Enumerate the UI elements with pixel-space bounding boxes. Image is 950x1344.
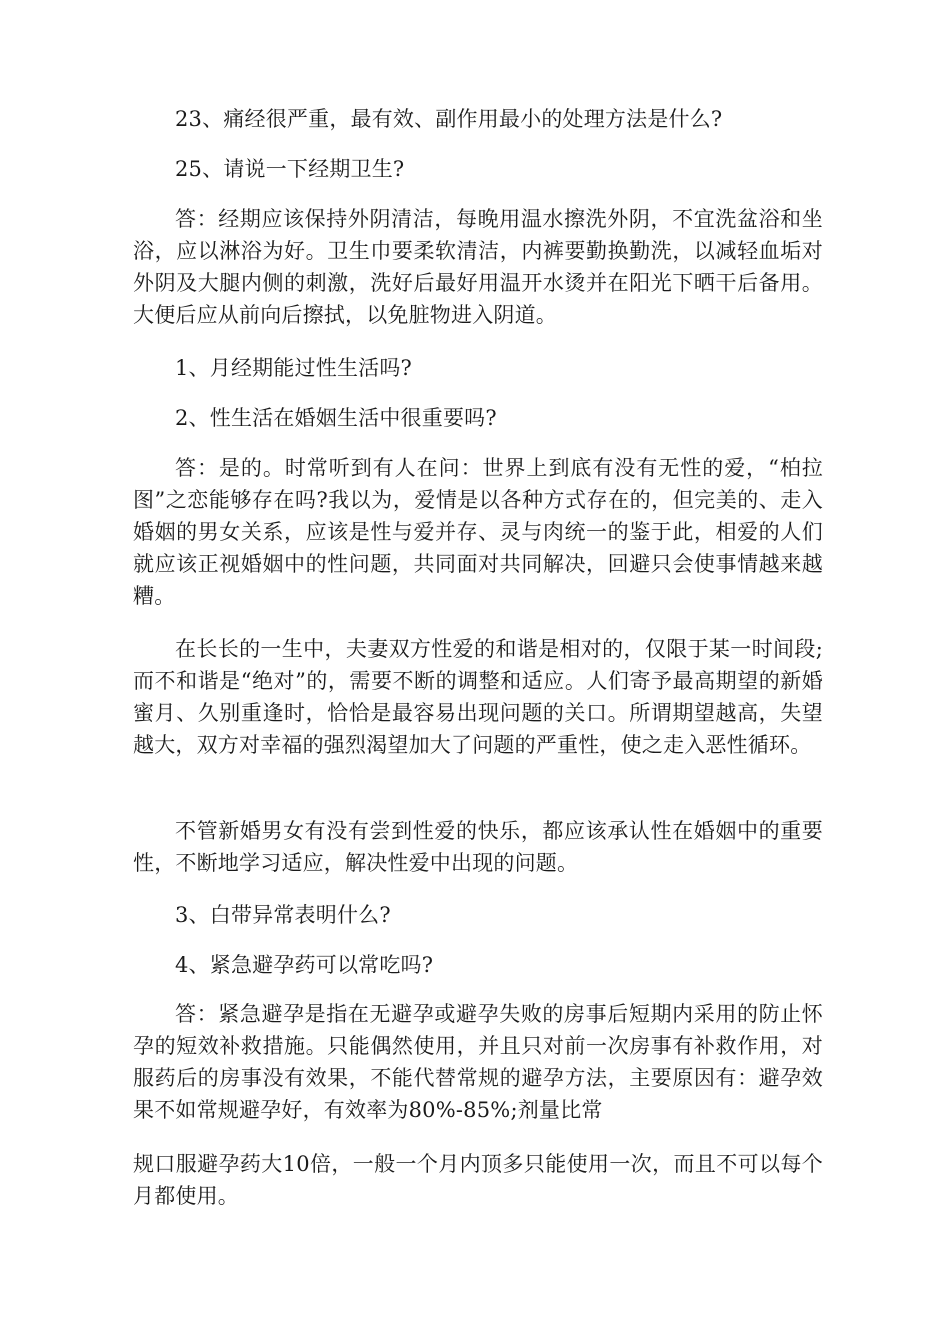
answer-4-continued: 规口服避孕药大10倍，一般一个月内顶多只能使用一次，而且不可以每个月都使用。 [133,1152,823,1208]
question-1: 1、月经期能过性生活吗? [175,356,413,380]
question-23: 23、痛经很严重，最有效、副作用最小的处理方法是什么? [175,107,723,131]
question-25: 25、请说一下经期卫生? [175,157,405,181]
question-2: 2、性生活在婚姻生活中很重要吗? [175,406,497,430]
answer-25: 答：经期应该保持外阴清洁，每晚用温水擦洗外阴，不宜洗盆浴和坐浴，应以淋浴为好。卫生巾要柔软清洁，内裤要勤换勤洗，以减轻血垢对外阴及大腿内侧的刺激，洗好后最好用温开水烫并在阳光下晒干后备用。大便后应从前向后擦拭，以免脏物进入阴道。 [133,207,823,327]
answer-2: 答：是的。时常听到有人在问：世界上到底有没有无性的爱，“柏拉图”之恋能够存在吗?我以为，爱情是以各种方式存在的，但完美的、走入婚姻的男女关系，应该是性与爱并存、灵与肉统一的鉴于此，相爱的人们就应该正视婚姻中的性问题，共同面对共同解决，回避只会使事情越来越糟。 [133,456,823,608]
answer-4: 答：紧急避孕是指在无避孕或避孕失败的房事后短期内采用的防止怀孕的短效补救措施。只能偶然使用，并且只对前一次房事有补救作用，对服药后的房事没有效果，不能代替常规的避孕方法，主要原因有：避孕效果不如常规避孕好，有效率为80%-85%;剂量比常 [133,1002,823,1122]
paragraph-newlywed: 不管新婚男女有没有尝到性爱的快乐，都应该承认性在婚姻中的重要性，不断地学习适应，解决性爱中出现的问题。 [133,819,823,875]
paragraph-marriage-harmony: 在长长的一生中，夫妻双方性爱的和谐是相对的，仅限于某一时间段;而不和谐是“绝对”的，需要不断的调整和适应。人们寄予最高期望的新婚蜜月、久别重逢时，恰恰是最容易出现问题的关口。所谓期望越高，失望越大，双方对幸福的强烈渴望加大了问题的严重性，使之走入恶性循环。 [133,637,823,757]
question-3: 3、白带异常表明什么? [175,903,391,927]
question-4: 4、紧急避孕药可以常吃吗? [175,953,434,977]
